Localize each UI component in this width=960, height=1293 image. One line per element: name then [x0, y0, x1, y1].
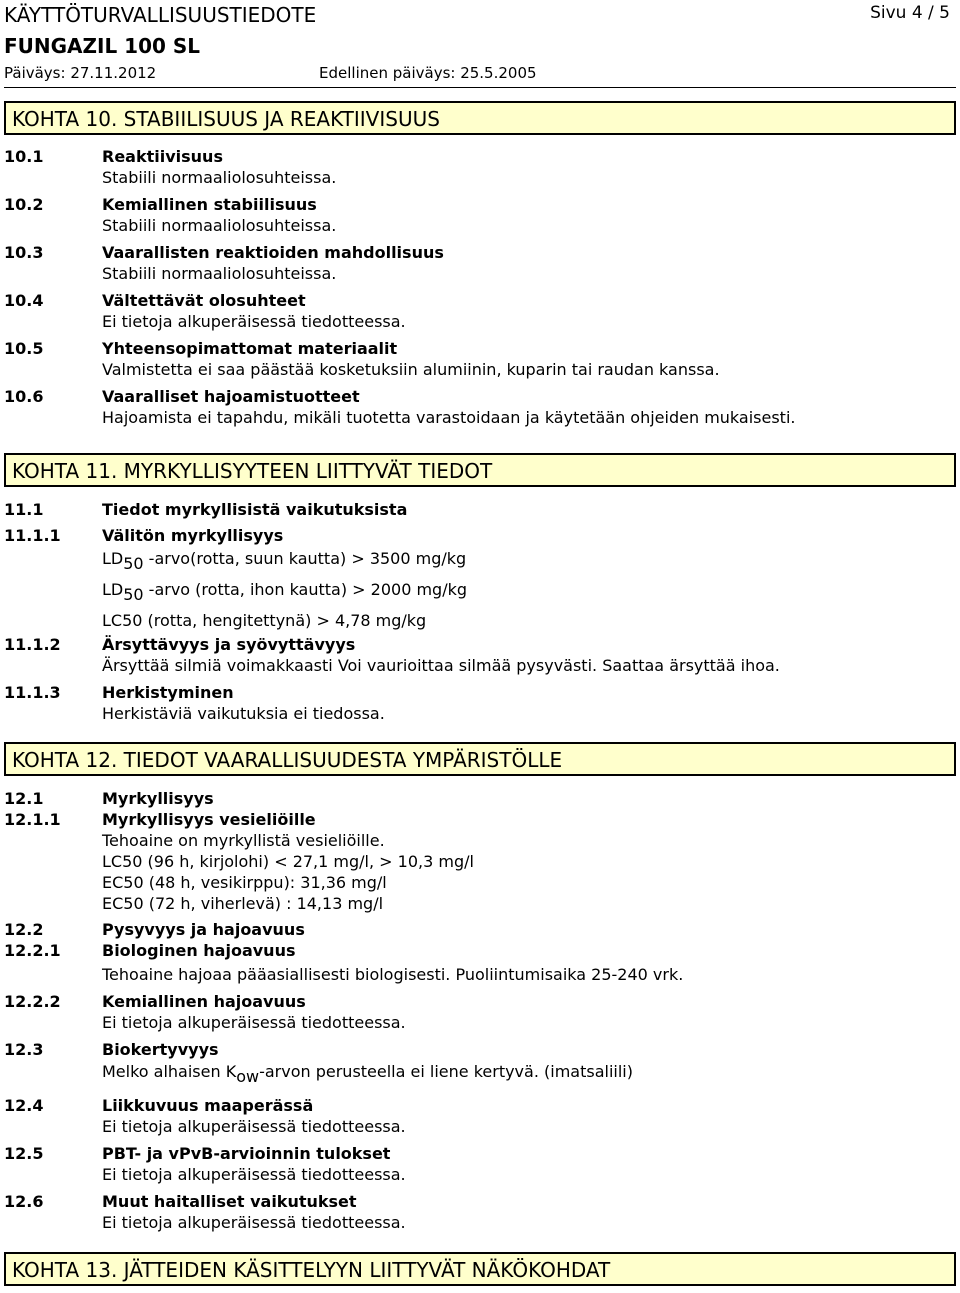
- item-text: Herkistäviä vaikutuksia ei tiedossa.: [102, 704, 385, 723]
- item-number: 10.2: [4, 195, 44, 214]
- item-heading: Biokertyvyys: [102, 1040, 219, 1059]
- item-text: Ärsyttää silmiä voimakkaasti Voi vaurioittaa silmää pysyvästi. Saattaa ärsyttää ihoa.: [102, 656, 780, 675]
- item-text: EC50 (48 h, vesikirppu): 31,36 mg/l: [102, 873, 387, 892]
- item-heading: Myrkyllisyys vesieliöille: [102, 810, 316, 829]
- issue-date: Päiväys: 27.11.2012: [4, 64, 157, 82]
- section-12-body: [4, 788, 956, 1233]
- item-heading: Tiedot myrkyllisistä vaikutuksista: [102, 500, 408, 519]
- ld50-dermal: $LD_{50}$ -arvo (rotta, ihon kautta) > 2000 mg/kg: [102, 580, 468, 604]
- item-text: Stabiili normaaliolosuhteissa.: [102, 216, 337, 235]
- item-text: Stabiili normaaliolosuhteissa.: [102, 264, 337, 283]
- item-number: 10.4: [4, 291, 44, 310]
- item-heading: Myrkyllisyys: [102, 789, 214, 808]
- item-text: EC50 (72 h, viherlevä) : 14,13 mg/l: [102, 894, 384, 913]
- section-11-body: [4, 499, 956, 724]
- item-number: 10.5: [4, 339, 44, 358]
- header-divider: [4, 87, 956, 88]
- item-number: 12.6: [4, 1192, 44, 1211]
- section-13-heading: KOHTA 13. JÄTTEIDEN KÄSITTELYYN LIITTYVÄT NÄKÖKOHDAT: [4, 1252, 956, 1286]
- section-10-body: [4, 146, 956, 428]
- item-text: Stabiili normaaliolosuhteissa.: [102, 168, 337, 187]
- item-text: Tehoaine hajoaa pääasiallisesti biologisesti. Puoliintumisaika 25-240 vrk.: [102, 965, 684, 984]
- item-text: Ei tietoja alkuperäisessä tiedotteessa.: [102, 1013, 406, 1032]
- item-heading: Vaarallisten reaktioiden mahdollisuus: [102, 243, 444, 262]
- item-heading: Liikkuvuus maaperässä: [102, 1096, 314, 1115]
- item-heading: Biologinen hajoavuus: [102, 941, 296, 960]
- previous-date: Edellinen päiväys: 25.5.2005: [319, 64, 537, 82]
- item-number: 11.1: [4, 500, 44, 519]
- item-text: Valmistetta ei saa päästää kosketuksiin alumiinin, kuparin tai raudan kanssa.: [102, 360, 720, 379]
- item-text: Ei tietoja alkuperäisessä tiedotteessa.: [102, 1117, 406, 1136]
- lc50-inhalation: LC50 (rotta, hengitettynä) > 4,78 mg/kg: [102, 611, 427, 630]
- item-heading: PBT- ja vPvB-arvioinnin tulokset: [102, 1144, 391, 1163]
- item-number: 10.3: [4, 243, 44, 262]
- item-number: 12.5: [4, 1144, 44, 1163]
- item-number: 11.1.1: [4, 526, 61, 545]
- item-text: Hajoamista ei tapahdu, mikäli tuotetta varastoidaan ja käytetään ohjeiden mukaisesti.: [102, 408, 796, 427]
- item-number: 12.2: [4, 920, 44, 939]
- item-heading: Vältettävät olosuhteet: [102, 291, 306, 310]
- section-10-heading: KOHTA 10. STABIILISUUS JA REAKTIIVISUUS: [4, 101, 956, 135]
- product-name: FUNGAZIL 100 SL: [4, 34, 201, 58]
- item-number: 12.2.2: [4, 992, 61, 1011]
- item-heading: Pysyvyys ja hajoavuus: [102, 920, 305, 939]
- item-text: Tehoaine on myrkyllistä vesieliöille.: [102, 831, 385, 850]
- item-heading: Kemiallinen stabiilisuus: [102, 195, 317, 214]
- item-number: 12.1.1: [4, 810, 61, 829]
- item-number: 12.1: [4, 789, 44, 808]
- item-text: Ei tietoja alkuperäisessä tiedotteessa.: [102, 1213, 406, 1232]
- item-heading: Välitön myrkyllisyys: [102, 526, 284, 545]
- item-text: Ei tietoja alkuperäisessä tiedotteessa.: [102, 1165, 406, 1184]
- ld50-oral: $LD_{50}$ -arvo(rotta, suun kautta) > 3500 mg/kg: [102, 549, 467, 573]
- item-number: 12.2.1: [4, 941, 61, 960]
- document-type-title: KÄYTTÖTURVALLISUUSTIEDOTE: [4, 3, 317, 27]
- item-number: 11.1.2: [4, 635, 61, 654]
- bioaccumulation-text: Melko alhaisen $K_{ow}$-arvon perusteella ei liene kertyvä. (imatsaliili): [102, 1062, 633, 1086]
- item-number: 10.6: [4, 387, 44, 406]
- item-number: 10.1: [4, 147, 44, 166]
- page-number: Sivu 4 / 5: [870, 3, 950, 23]
- item-number: 11.1.3: [4, 683, 61, 702]
- item-text: Ei tietoja alkuperäisessä tiedotteessa.: [102, 312, 406, 331]
- item-heading: Kemiallinen hajoavuus: [102, 992, 306, 1011]
- item-heading: Yhteensopimattomat materiaalit: [102, 339, 398, 358]
- item-heading: Herkistyminen: [102, 683, 234, 702]
- item-text: LC50 (96 h, kirjolohi) < 27,1 mg/l, > 10,3 mg/l: [102, 852, 474, 871]
- item-number: 12.3: [4, 1040, 44, 1059]
- item-heading: Muut haitalliset vaikutukset: [102, 1192, 357, 1211]
- item-heading: Ärsyttävyys ja syövyttävyys: [102, 635, 356, 654]
- section-11-heading: KOHTA 11. MYRKYLLISYYTEEN LIITTYVÄT TIEDOT: [4, 453, 956, 487]
- item-number: 12.4: [4, 1096, 44, 1115]
- section-12-heading: KOHTA 12. TIEDOT VAARALLISUUDESTA YMPÄRISTÖLLE: [4, 742, 956, 776]
- item-heading: Reaktiivisuus: [102, 147, 223, 166]
- item-heading: Vaaralliset hajoamistuotteet: [102, 387, 360, 406]
